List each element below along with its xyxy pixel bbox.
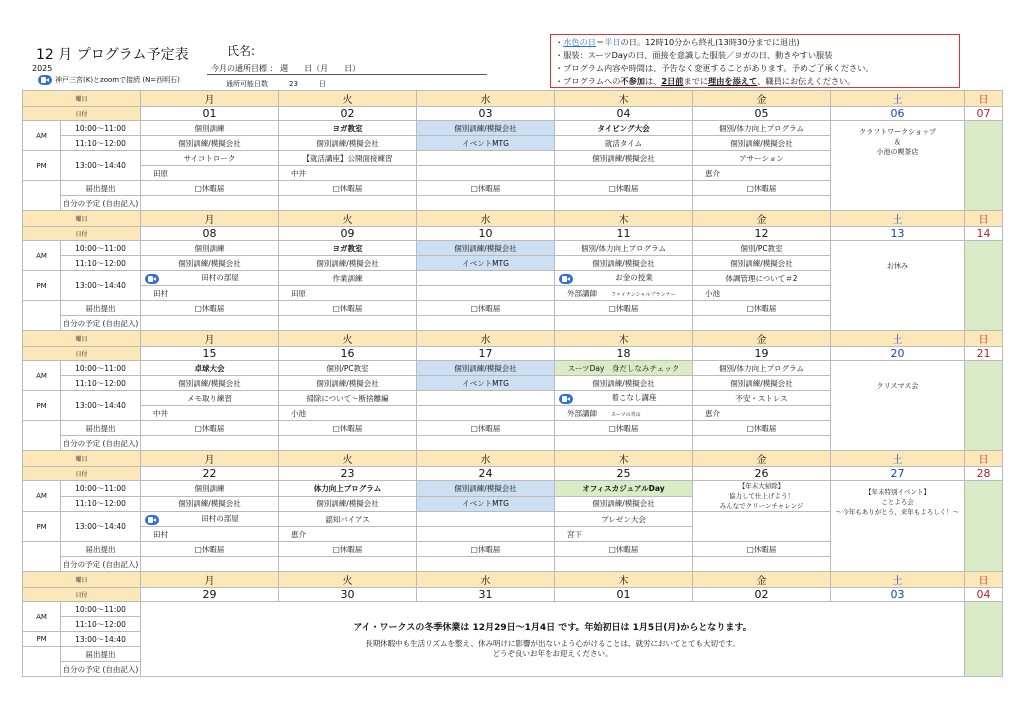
instructor-cell: 外部講師 ファイナンシャルプランナー [555, 286, 693, 301]
free-note-cell[interactable] [417, 557, 555, 572]
am-label: AM [23, 361, 61, 391]
blank-label [23, 542, 61, 572]
free-note-cell[interactable] [417, 316, 555, 331]
date-3: 11 [555, 227, 693, 241]
sunday-column [965, 241, 1003, 331]
date-1: 23 [279, 467, 417, 481]
weekday-0: 月 [141, 331, 279, 347]
program-cell: お金の授業 [555, 271, 693, 286]
holiday-row [23, 602, 1003, 617]
program-cell: 個別/体力向上プログラム [555, 241, 693, 256]
program-cell: 個別訓練/模擬会社 [555, 256, 693, 271]
leave-checkbox[interactable]: □休暇届 [693, 181, 831, 196]
saturday-event: 【年末特別イベント】 ことよろ会 ～今年もありがとう、来年もよろしく！～ [831, 481, 965, 572]
page-title: 12 月 プログラム予定表 [36, 47, 189, 63]
weekday-row [23, 572, 1003, 588]
schedule-table [22, 90, 1003, 677]
weekday-label: 曜日 [23, 451, 141, 467]
instructor-cell: 田村 [141, 286, 279, 301]
weekday-row [23, 451, 1003, 467]
weekday-1: 火 [279, 91, 417, 107]
weekday-row [23, 211, 1003, 227]
time-slot: 11:10～12:00 [61, 617, 141, 632]
program-cell: 個別訓練/模擬会社 [417, 241, 555, 256]
weekday-3: 木 [555, 451, 693, 467]
pm-label: PM [23, 271, 61, 301]
program-cell: 不安・ストレス [693, 391, 831, 406]
program-cell: 個別訓練/模擬会社 [141, 376, 279, 391]
free-note-cell[interactable] [141, 557, 279, 572]
year-end-cleaning: 【年末大掃除】 協力して仕上げよう！ みんなでクリーンチャレンジ [693, 481, 831, 512]
date-5: 06 [831, 107, 965, 121]
program-cell: 個別/体力向上プログラム [693, 361, 831, 376]
program-cell: 田村の部屋 [141, 512, 279, 527]
free-note-cell[interactable] [417, 436, 555, 451]
weekday-4: 金 [693, 331, 831, 347]
date-6: 28 [965, 467, 1003, 481]
program-cell: オフィスカジュアルDay [555, 481, 693, 497]
leave-checkbox[interactable]: □休暇届 [279, 181, 417, 196]
program-cell: イベントMTG [417, 376, 555, 391]
program-cell: 個別訓練/模擬会社 [417, 121, 555, 136]
instructor-cell: 小池 [279, 406, 417, 421]
weekday-5: 土 [831, 91, 965, 107]
free-note-cell[interactable] [693, 316, 831, 331]
saturday-event: クリスマス会 [831, 361, 965, 451]
free-note-cell[interactable] [141, 196, 279, 211]
program-cell: 個別訓練 [141, 241, 279, 256]
date-3: 01 [555, 588, 693, 602]
program-cell: 体力向上プログラム [279, 481, 417, 497]
date-label: 日付 [23, 107, 141, 121]
instructor-org: ファイナンシャルプランナー [611, 291, 676, 298]
weekday-4: 金 [693, 91, 831, 107]
date-5: 27 [831, 467, 965, 481]
weekday-1: 火 [279, 331, 417, 347]
leave-checkbox[interactable]: □休暇届 [555, 301, 693, 316]
date-3: 25 [555, 467, 693, 481]
free-note-cell[interactable] [555, 436, 693, 451]
date-row [23, 588, 1003, 602]
winter-break-main: アイ・ワークスの冬季休業は 12月29日～1月4日 です。年始初日は 1月5日(月)からとなります。 [353, 622, 752, 633]
program-cell: 就活タイム [555, 136, 693, 151]
date-6: 04 [965, 588, 1003, 602]
leave-checkbox[interactable]: □休暇届 [693, 301, 831, 316]
pm-label: PM [23, 632, 61, 647]
am-label: AM [23, 481, 61, 512]
free-note-cell[interactable] [693, 557, 831, 572]
date-5: 13 [831, 227, 965, 241]
weekday-2: 水 [417, 331, 555, 347]
program-cell [417, 151, 555, 166]
program-cell: イベントMTG [417, 496, 555, 512]
todoke-label: 届出提出 [61, 421, 141, 436]
weekday-6: 日 [965, 331, 1003, 347]
zoom-camera-icon [38, 75, 52, 85]
am1-row [23, 361, 1003, 376]
instructor-cell: 田村 [141, 527, 279, 542]
program-cell: 個別訓練/模擬会社 [555, 496, 693, 512]
date-4: 02 [693, 588, 831, 602]
weekday-6: 日 [965, 211, 1003, 227]
program-cell: 個別訓練/模擬会社 [279, 136, 417, 151]
weekday-5: 土 [831, 572, 965, 588]
program-cell: 個別訓練/模擬会社 [555, 376, 693, 391]
leave-checkbox[interactable]: □休暇届 [141, 301, 279, 316]
instructor-cell [555, 166, 693, 181]
weekday-3: 木 [555, 91, 693, 107]
instructor-cell: 恵介 [279, 527, 417, 542]
todoke-label: 届出提出 [61, 181, 141, 196]
weekday-1: 火 [279, 572, 417, 588]
program-cell: メモ取り練習 [141, 391, 279, 406]
note-line-2: ・服装：スーツDayの日、面接を意識した服装／ヨガの日、動きやすい服装 [555, 50, 833, 60]
date-4: 05 [693, 107, 831, 121]
zoom-camera-icon [145, 274, 159, 284]
free-note-cell[interactable] [279, 316, 417, 331]
weekday-2: 水 [417, 451, 555, 467]
date-3: 04 [555, 107, 693, 121]
date-3: 18 [555, 347, 693, 361]
zoom-camera-icon [559, 394, 573, 404]
leave-checkbox[interactable]: □休暇届 [417, 301, 555, 316]
program-cell: 個別訓練/模擬会社 [141, 136, 279, 151]
year-label: 2025 [32, 64, 53, 73]
winter-break-message [141, 602, 965, 677]
program-cell: 個別訓練/模擬会社 [141, 496, 279, 512]
leave-checkbox[interactable]: □休暇届 [141, 421, 279, 436]
date-1: 02 [279, 107, 417, 121]
weekday-6: 日 [965, 451, 1003, 467]
program-cell: 卓球大会 [141, 361, 279, 376]
program-cell: サイコトローク [141, 151, 279, 166]
time-slot: 11:10～12:00 [61, 496, 141, 512]
weekday-0: 月 [141, 211, 279, 227]
am1-row [23, 241, 1003, 256]
weekday-2: 水 [417, 91, 555, 107]
note-line-3: ・プログラム内容や時間は、予告なく変更することがあります。予めご了承ください。 [555, 63, 874, 73]
free-note-cell[interactable] [279, 557, 417, 572]
program-cell: 個別訓練/模擬会社 [693, 136, 831, 151]
sheet-header [22, 34, 1002, 90]
am-label: AM [23, 121, 61, 151]
blank-label [23, 647, 61, 677]
weekday-label: 曜日 [23, 211, 141, 227]
time-slot: 10:00～11:00 [61, 481, 141, 497]
program-cell [417, 391, 555, 406]
date-0: 08 [141, 227, 279, 241]
weekday-6: 日 [965, 572, 1003, 588]
leave-checkbox[interactable]: □休暇届 [417, 421, 555, 436]
time-slot: 11:10～12:00 [61, 136, 141, 151]
free-note-cell[interactable] [555, 316, 693, 331]
date-0: 01 [141, 107, 279, 121]
date-2: 17 [417, 347, 555, 361]
instructor-cell: 宮下 [555, 527, 693, 542]
date-1: 30 [279, 588, 417, 602]
note-line-1: ・水色の日＝半日の日。12時10分から終礼(13時30分までに退出) [555, 37, 800, 47]
free-note-cell[interactable] [279, 436, 417, 451]
blank-label [23, 301, 61, 331]
program-cell: アサーション [693, 151, 831, 166]
weekday-3: 木 [555, 211, 693, 227]
program-cell: 個別訓練/模擬会社 [279, 376, 417, 391]
saturday-event: お休み [831, 241, 965, 331]
blank-cell [693, 512, 831, 542]
program-cell: 個別訓練/模擬会社 [279, 496, 417, 512]
free-note-cell[interactable] [555, 557, 693, 572]
weekday-0: 月 [141, 91, 279, 107]
weekday-1: 火 [279, 211, 417, 227]
free-note-cell[interactable] [417, 196, 555, 211]
time-slot: 13:00～14:40 [61, 271, 141, 301]
time-slot: 10:00～11:00 [61, 121, 141, 136]
free-note-cell[interactable] [693, 196, 831, 211]
date-5: 20 [831, 347, 965, 361]
date-0: 15 [141, 347, 279, 361]
program-cell: 体調管理について＃2 [693, 271, 831, 286]
time-slot: 13:00～14:40 [61, 391, 141, 421]
program-cell [417, 512, 555, 527]
program-cell: 着こなし講座 [555, 391, 693, 406]
weekday-5: 土 [831, 451, 965, 467]
program-cell: ヨガ教室 [279, 241, 417, 256]
time-slot: 11:10～12:00 [61, 256, 141, 271]
weekday-3: 木 [555, 331, 693, 347]
pm-label: PM [23, 512, 61, 542]
instructor-cell [417, 286, 555, 301]
jibun-label: 自分の予定 (自由記入) [61, 436, 141, 451]
program-cell: 個別訓練/模擬会社 [417, 481, 555, 497]
program-cell: スーツDay 身だしなみチェック [555, 361, 693, 376]
date-6: 21 [965, 347, 1003, 361]
program-cell: 【就活講座】公開面接練習 [279, 151, 417, 166]
program-cell: イベントMTG [417, 136, 555, 151]
weekday-4: 金 [693, 211, 831, 227]
monthly-goal-field: 今月の通所目標 ： 週 日（月 日） [207, 63, 487, 75]
weekday-0: 月 [141, 572, 279, 588]
program-cell: ヨガ教室 [279, 121, 417, 136]
leave-checkbox[interactable]: □休暇届 [693, 542, 831, 557]
weekday-4: 金 [693, 572, 831, 588]
notes-box [550, 34, 960, 88]
am1-row [23, 481, 1003, 497]
leave-checkbox[interactable]: □休暇届 [279, 421, 417, 436]
program-cell: 個別訓練/模擬会社 [693, 376, 831, 391]
date-label: 日付 [23, 588, 141, 602]
leave-checkbox[interactable]: □休暇届 [141, 542, 279, 557]
program-cell: 作業訓練 [279, 271, 417, 286]
instructor-cell: 田原 [279, 286, 417, 301]
program-cell: 個別訓練/模擬会社 [417, 361, 555, 376]
date-2: 10 [417, 227, 555, 241]
program-cell: 個別訓練/模擬会社 [141, 256, 279, 271]
program-cell: 個別訓練 [141, 481, 279, 497]
date-label: 日付 [23, 227, 141, 241]
weekday-5: 土 [831, 331, 965, 347]
program-cell [417, 271, 555, 286]
winter-break-sub-1: 長期休暇中も生活リズムを整え、休み明けに影響が出ないよう心がけることは、就労においてとても大切です。 [365, 638, 740, 648]
date-4: 12 [693, 227, 831, 241]
time-slot: 13:00～14:40 [61, 632, 141, 647]
available-days: 通所可能日数 23 日 [226, 80, 326, 88]
weekday-row [23, 91, 1003, 107]
time-slot: 13:00～14:40 [61, 151, 141, 181]
leave-checkbox[interactable]: □休暇届 [279, 542, 417, 557]
todoke-label: 届出提出 [61, 301, 141, 316]
date-2: 31 [417, 588, 555, 602]
schedule-sheet [22, 34, 1002, 677]
weekday-row [23, 331, 1003, 347]
weekday-label: 曜日 [23, 91, 141, 107]
zoom-camera-icon [559, 274, 573, 284]
instructor-org: スーツの青山 [611, 411, 641, 418]
todoke-label: 届出提出 [61, 647, 141, 662]
winter-break-sub-2: どうぞ良いお年をお迎えください。 [492, 648, 613, 658]
pm-label: PM [23, 391, 61, 421]
leave-checkbox[interactable]: □休暇届 [555, 181, 693, 196]
program-cell: 個別訓練/模擬会社 [555, 151, 693, 166]
weekday-3: 木 [555, 572, 693, 588]
zoom-camera-icon [145, 515, 159, 525]
instructor-cell [417, 166, 555, 181]
weekday-4: 金 [693, 451, 831, 467]
program-cell: 個別訓練/模擬会社 [279, 256, 417, 271]
instructor-cell: 中井 [141, 406, 279, 421]
date-1: 09 [279, 227, 417, 241]
date-row [23, 107, 1003, 121]
jibun-label: 自分の予定 (自由記入) [61, 557, 141, 572]
date-row [23, 467, 1003, 481]
weekday-2: 水 [417, 211, 555, 227]
date-4: 26 [693, 467, 831, 481]
weekday-2: 水 [417, 572, 555, 588]
leave-checkbox[interactable]: □休暇届 [279, 301, 417, 316]
saturday-event: クラフトワークショップ ＆ 小池の喫茶店 [831, 121, 965, 211]
instructor-cell: 田原 [141, 166, 279, 181]
instructor-cell: 外部講師 スーツの青山 [555, 406, 693, 421]
date-0: 29 [141, 588, 279, 602]
leave-checkbox[interactable]: □休暇届 [417, 181, 555, 196]
name-field-label: 氏名: [227, 44, 256, 58]
date-2: 24 [417, 467, 555, 481]
date-5: 03 [831, 588, 965, 602]
free-note-cell[interactable] [693, 436, 831, 451]
leave-checkbox[interactable]: □休暇届 [555, 421, 693, 436]
leave-checkbox[interactable]: □休暇届 [555, 542, 693, 557]
program-cell: プレゼン大会 [555, 512, 693, 527]
program-cell: 認知バイアス [279, 512, 417, 527]
date-row [23, 347, 1003, 361]
program-cell: 個別/体力向上プログラム [693, 121, 831, 136]
date-label: 日付 [23, 347, 141, 361]
free-note-cell[interactable] [141, 436, 279, 451]
date-label: 日付 [23, 467, 141, 481]
am-label: AM [23, 241, 61, 271]
zoom-note [38, 75, 180, 85]
sunday-column [965, 121, 1003, 211]
am1-row [23, 121, 1003, 136]
sunday-column [965, 481, 1003, 572]
jibun-label: 自分の予定 (自由記入) [61, 662, 141, 677]
blank-label [23, 421, 61, 451]
time-slot: 10:00～11:00 [61, 602, 141, 617]
instructor-cell: 恵介 [693, 166, 831, 181]
program-cell: 掃除について～断捨離編 [279, 391, 417, 406]
free-note-cell[interactable] [141, 316, 279, 331]
leave-checkbox[interactable]: □休暇届 [141, 181, 279, 196]
jibun-label: 自分の予定 (自由記入) [61, 196, 141, 211]
instructor-cell: 中井 [279, 166, 417, 181]
sunday-column [965, 602, 1003, 677]
program-cell: イベントMTG [417, 256, 555, 271]
program-cell: 個別訓練/模擬会社 [693, 256, 831, 271]
am-label: AM [23, 602, 61, 632]
jibun-label: 自分の予定 (自由記入) [61, 316, 141, 331]
time-slot: 11:10～12:00 [61, 376, 141, 391]
leave-checkbox[interactable]: □休暇届 [417, 542, 555, 557]
weekday-label: 曜日 [23, 572, 141, 588]
program-cell: 個別訓練 [141, 121, 279, 136]
todoke-label: 届出提出 [61, 542, 141, 557]
program-cell: 個別/PC教室 [693, 241, 831, 256]
date-6: 07 [965, 107, 1003, 121]
date-2: 03 [417, 107, 555, 121]
sunday-column [965, 361, 1003, 451]
weekday-5: 土 [831, 211, 965, 227]
time-slot: 13:00～14:40 [61, 512, 141, 542]
weekday-1: 火 [279, 451, 417, 467]
leave-checkbox[interactable]: □休暇届 [693, 421, 831, 436]
date-6: 14 [965, 227, 1003, 241]
weekday-6: 日 [965, 91, 1003, 107]
weekday-label: 曜日 [23, 331, 141, 347]
date-0: 22 [141, 467, 279, 481]
note-line-4: ・プログラムへの不参加は、2日前までに理由を添えて、職員にお伝えください。 [555, 76, 856, 86]
instructor-cell [417, 527, 555, 542]
free-note-cell[interactable] [279, 196, 417, 211]
date-4: 19 [693, 347, 831, 361]
instructor-cell: 恵介 [693, 406, 831, 421]
blank-label [23, 181, 61, 211]
date-row [23, 227, 1003, 241]
instructor-cell: 小池 [693, 286, 831, 301]
time-slot: 10:00～11:00 [61, 241, 141, 256]
weekday-0: 月 [141, 451, 279, 467]
date-1: 16 [279, 347, 417, 361]
program-cell: タイピング大会 [555, 121, 693, 136]
instructor-cell [417, 406, 555, 421]
program-cell: 個別/PC教室 [279, 361, 417, 376]
time-slot: 10:00～11:00 [61, 361, 141, 376]
zoom-note-text: 神戸三宮(K)とzoomで接続 (N=西明石) [55, 76, 180, 84]
pm-label: PM [23, 151, 61, 181]
program-cell: 田村の部屋 [141, 271, 279, 286]
free-note-cell[interactable] [555, 196, 693, 211]
